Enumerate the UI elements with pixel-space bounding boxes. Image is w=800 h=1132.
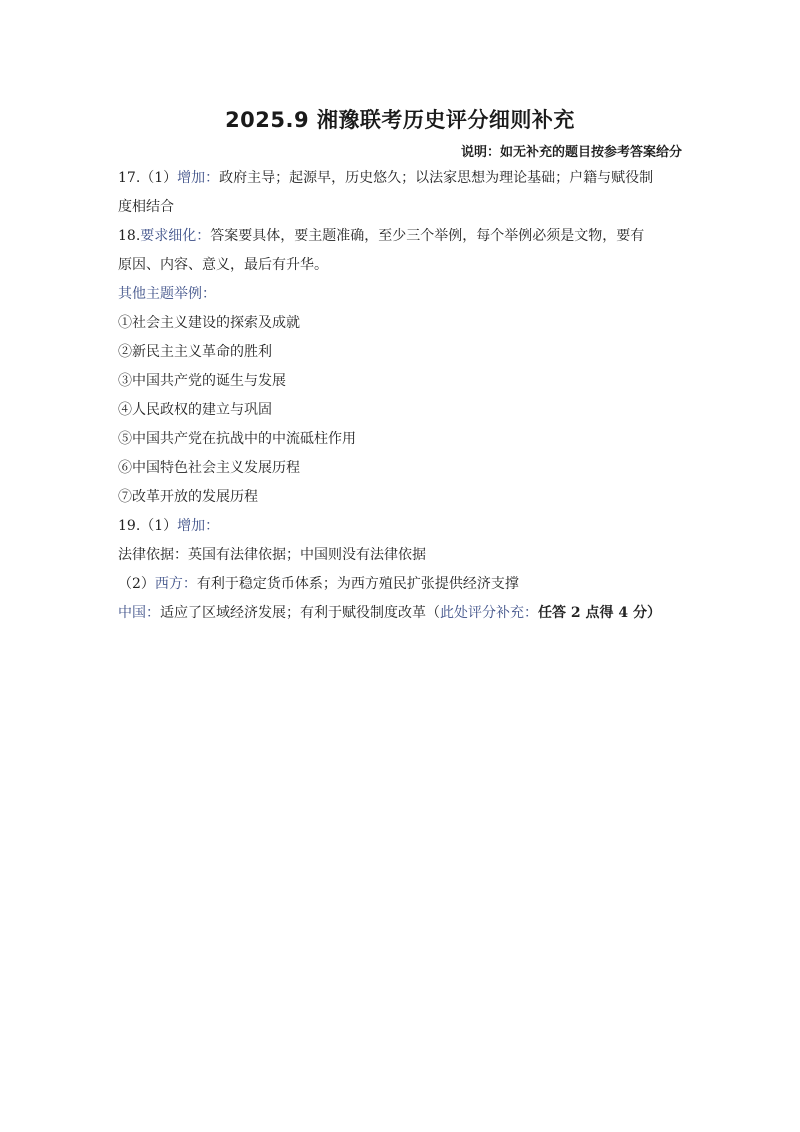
q18-line-1 [118, 222, 688, 251]
q19-part2-tag: 西方： [154, 576, 197, 592]
q17-tag: 增加： [177, 170, 220, 186]
q17-line-2: 度相结合 [118, 199, 174, 215]
q19-china-supplement-tag: 此处评分补充： [440, 605, 538, 621]
q19-china-tag: 中国： [118, 605, 160, 621]
q19-china-line [118, 599, 688, 628]
q17-line-1 [118, 164, 688, 193]
q18-tag: 要求细化： [140, 228, 211, 244]
q19-china-text: 适应了区域经济发展；有利于赋役制度改革（ [160, 605, 440, 621]
q18-line-2: 原因、内容、意义，最后有升华。 [118, 257, 328, 273]
document-note: 说明：如无补充的题目按参考答案给分 [460, 145, 682, 160]
q18-example: ⑥中国特色社会主义发展历程 [118, 460, 300, 476]
q19-part2-line [118, 570, 688, 599]
q19-line-1 [118, 512, 688, 541]
q18-example: ⑦改革开放的发展历程 [118, 489, 258, 505]
q18-number: 18. [118, 228, 141, 244]
q19-part2-number: （2） [118, 576, 155, 592]
q18-example: ⑤中国共产党在抗战中的中流砥柱作用 [118, 431, 356, 447]
q18-example: ③中国共产党的诞生与发展 [118, 373, 286, 389]
q18-example: ①社会主义建设的探索及成就 [118, 315, 300, 331]
q17-number: 17.（1） [118, 170, 178, 186]
q19-tag: 增加： [177, 518, 220, 534]
q19-part2-text: 有利于稳定货币体系；为西方殖民扩张提供经济支撑 [196, 576, 519, 592]
q17-text-1: 政府主导；起源早，历史悠久；以法家思想为理论基础；户籍与赋役制 [219, 170, 654, 186]
q18-text-1: 答案要具体，要主题准确，至少三个举例，每个举例必须是文物，要有 [210, 228, 645, 244]
q18-other-heading: 其他主题举例： [118, 286, 216, 302]
q19-number: 19.（1） [118, 518, 178, 534]
q19-legal-line: 法律依据：英国有法律依据；中国则没有法律依据 [118, 547, 426, 563]
q19-china-supplement-text: 任答 2 点得 4 分） [538, 605, 661, 621]
q18-example: ④人民政权的建立与巩固 [118, 402, 272, 418]
q18-example: ②新民主主义革命的胜利 [118, 344, 272, 360]
document-title: 2025.9 湘豫联考历史评分细则补充 [225, 108, 575, 132]
document-body [118, 164, 688, 628]
